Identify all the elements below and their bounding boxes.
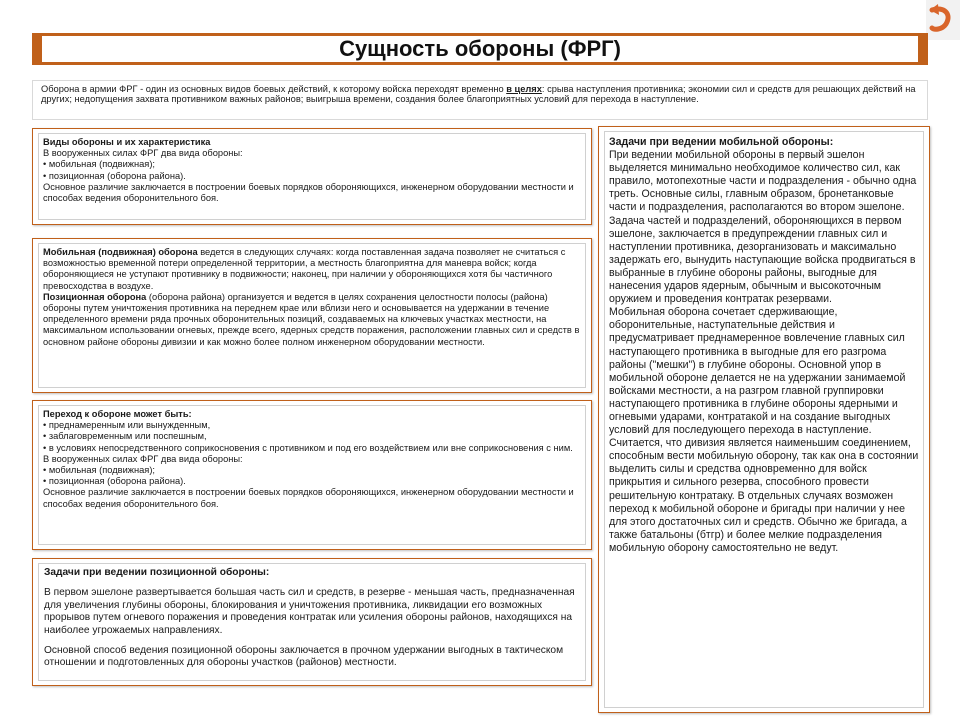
positional-tasks-heading: Задачи при ведении позиционной обороны: [44, 567, 270, 578]
transition-line: • мобильная (подвижная); [43, 465, 155, 476]
mobile-tasks-paragraph: Мобильная оборона сочетает сдерживающие, оборонительные, наступательные действия и предусматривает преднамеренное вовлечение главных сил наступающего противника в выгодные для его разгрома районы ("мешки") в глубине обороны. Основной упор в мобильной обороне делается не на удержании занимаемой войсками местности, а на разгром главной группировки наступающего противника в глубине обороны ядерными и огневыми ударами, контратакой и на создание выгодных условий для последующего перехода в наступление. [609, 306, 906, 437]
defense-types-box [32, 128, 592, 225]
intro-text [32, 80, 928, 120]
mobile-defense-paragraph [43, 247, 581, 292]
title-banner [32, 33, 928, 65]
mobile-tasks-paragraph: Считается, что дивизия является наименьшим соединением, способным вести мобильную оборону, так как она в состоянии выделить силы и средства одновременно для войск прикрытия и сильного резерва, способного провести решительную контратаку. В отдельных случаях возможен переход к мобильной обороне и бригады при наличии у нее для этого достаточных сил и средств. Обычно же бригада, а также батальоны (бтгр) и более мелкие подразделения мобильную оборону самостоятельно не ведут. [609, 437, 919, 554]
transition-line: В вооруженных силах ФРГ два вида обороны: [43, 453, 243, 464]
intro-highlight: в целях [506, 84, 542, 94]
positional-defense-paragraph [43, 292, 581, 348]
page-title: Сущность обороны (ФРГ) [42, 36, 918, 62]
defense-types-heading: Виды обороны и их характеристика [43, 137, 211, 147]
defense-types-line: Основное различие заключается в построении боевых порядков обороняющихся, инженерном оборудовании местности и способах ведения оборонительного боя. [43, 181, 574, 204]
mobile-defense-label: Мобильная (подвижная) оборона [43, 247, 198, 257]
transition-line: • позиционная (оборона района). [43, 476, 186, 487]
defense-descriptions-box [32, 238, 592, 393]
transition-box [32, 400, 592, 550]
transition-heading: Переход к обороне может быть: [43, 409, 192, 419]
positional-defense-text: (оборона района) организуется и ведется в целях сохранения целостности полосы (района) обороны путем уничтожения противника на переднем крае или вблизи него и основывается на удержании в течение определенного времени ряда прочных оборонительных позиций, создаваемых на ключевых участках местности, на максимальном использовании огневых, прежде всего, ядерных средств поражения, расположении главных сил и средств в основном районе обороны дивизии и как можно более полном инженерном оборудовании местности. [43, 291, 580, 347]
transition-line: • преднамеренным или вынужденным, [43, 420, 211, 431]
transition-line: • заблаговременным или поспешным, [43, 431, 207, 442]
mobile-tasks-heading: Задачи при ведении мобильной обороны: [609, 136, 834, 148]
positional-tasks-box [32, 558, 592, 686]
transition-line: • в условиях непосредственного соприкосновения с противником и под его воздействием или вне соприкосновения с ним. [43, 442, 573, 453]
intro-before: Оборона в армии ФРГ - один из основных видов боевых действий, к которому войска переходят временно [41, 84, 507, 94]
mobile-tasks-paragraph: Задача частей и подразделений, обороняющихся в первом эшелоне, заключается в предупреждении главных сил и наступлении противника, дезорганизовать и максимально задержать его, вынудить наступающие войска продвигаться в выбранные в глубине обороны районы, выгодные для нанесения ударов ядерным, обычным и высокоточным оружием и проведения контратак резервами. [609, 214, 916, 306]
positional-defense-label: Позиционная оборона [43, 291, 147, 302]
mobile-tasks-box [598, 126, 930, 713]
transition-line: Основное различие заключается в построении боевых порядков обороняющихся, инженерном оборудовании местности и способах ведения оборонительного боя. [43, 487, 574, 509]
intro-after: : срыва наступления противника; экономии сил и средств для решающих действий на других; недопущения захвата противником важных районов; выигрыша времени, создания более благоприятных условий для перехода в наступление. [41, 84, 916, 104]
defense-types-line: • мобильная (подвижная); [43, 159, 155, 170]
defense-types-line: • позиционная (оборона района). [43, 170, 186, 181]
defense-types-line: В вооруженных силах ФРГ два вида обороны: [43, 148, 243, 159]
mobile-tasks-paragraph: При ведении мобильной обороны в первый эшелон выделяется минимально необходимое количество сил, как правило, мотопехотные части и подразделения - обычно одна треть. Основные силы, главным образом, бронетанковые части и подразделения, располагаются во втором эшелоне. [609, 149, 917, 214]
positional-tasks-paragraph: Основной способ ведения позиционной обороны заключается в прочном удержании выгодных в тактическом отношении и подготовленных для обороны участков (районов) местности. [44, 645, 564, 669]
positional-tasks-paragraph: В первом эшелоне развертывается большая часть сил и средств, в резерве - меньшая часть, предназначенная для увеличения глубины обороны, блокирования и уничтожения противника, ликвидации его возможных прорывов путем огневого поражения и проведения контратак или усиления обороны районов, находящихся на наиболее угрожаемых направлениях. [44, 587, 575, 636]
mobile-defense-text: ведется в следующих случаях: когда поставленная задача позволяет не считаться с возможностью временной потери определенной территории, а местность благоприятна для маневра войск; когда обороняющиеся не уступают противнику в подвижности; наконец, при наличии у обороняющихся хотя бы частичного превосходства в воздухе. [43, 247, 566, 291]
